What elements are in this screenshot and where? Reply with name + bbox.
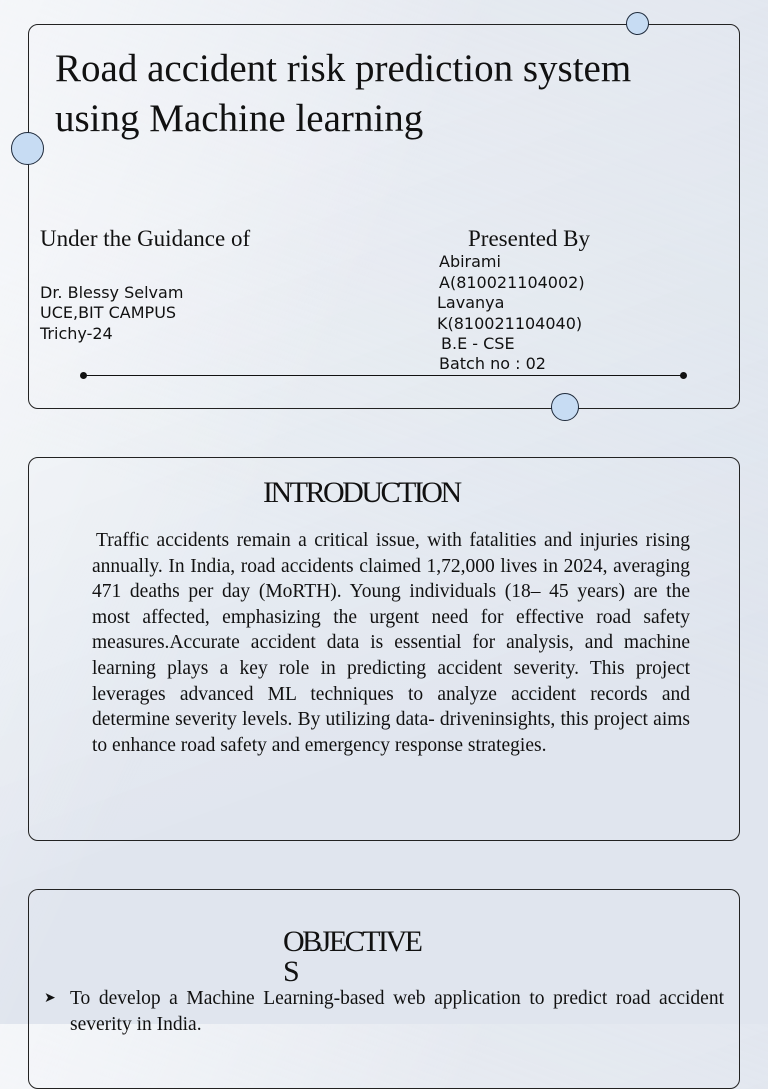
presenter-1-id: A(810021104002)	[439, 273, 585, 292]
presenter-2-id: K(810021104040)	[437, 314, 583, 333]
divider-endpoint-left	[80, 372, 87, 379]
objectives-heading-line-2: S	[283, 955, 298, 988]
objective-text: To develop a Machine Learning-based web application to predict road accident severity in India.	[70, 988, 724, 1035]
guidance-heading: Under the Guidance of	[40, 226, 251, 251]
decorative-circle-left	[11, 132, 44, 165]
guide-institution: UCE,BIT CAMPUS	[40, 303, 177, 322]
presenter-2-name: Lavanya	[437, 293, 505, 312]
guide-name: Dr. Blessy Selvam	[40, 283, 184, 302]
decorative-circle-top	[626, 12, 649, 35]
presented-by-heading: Presented By	[468, 226, 591, 251]
divider-endpoint-right	[680, 372, 687, 379]
presentation-title: Road accident risk prediction system using Machine learning	[55, 47, 632, 140]
guide-location: Trichy-24	[40, 324, 113, 343]
batch-line: Batch no : 02	[439, 354, 546, 373]
objectives-heading	[283, 922, 421, 992]
objective-item	[44, 986, 724, 1038]
divider-line	[84, 375, 684, 376]
introduction-paragraph: Traffic accidents remain a critical issue, with fatalities and injuries rising annually. In India, road accidents claimed 1,72,000 lives in 2024, averaging 471 deaths per day (MoRTH). Young individuals (18– 45 years) are the most affected, emphasizing the urgent need for effective road safety measures.Accurate accident data is essential for analysis, and machine learning plays a key role in predicting accident severity. This project leverages advanced ML techniques to analyze accident records and determine severity levels. By utilizing data- driveninsights, this project aims to enhance road safety and emergency response strategies.	[92, 530, 690, 756]
degree-line: B.E - CSE	[441, 334, 515, 353]
introduction-heading: INTRODUCTION	[263, 476, 460, 509]
arrow-bullet-icon: ➤	[44, 991, 56, 1006]
objectives-heading-line-1: OBJECTIVE	[283, 925, 421, 958]
presenter-1-name: Abirami	[439, 252, 501, 271]
decorative-circle-bottom	[551, 393, 579, 421]
